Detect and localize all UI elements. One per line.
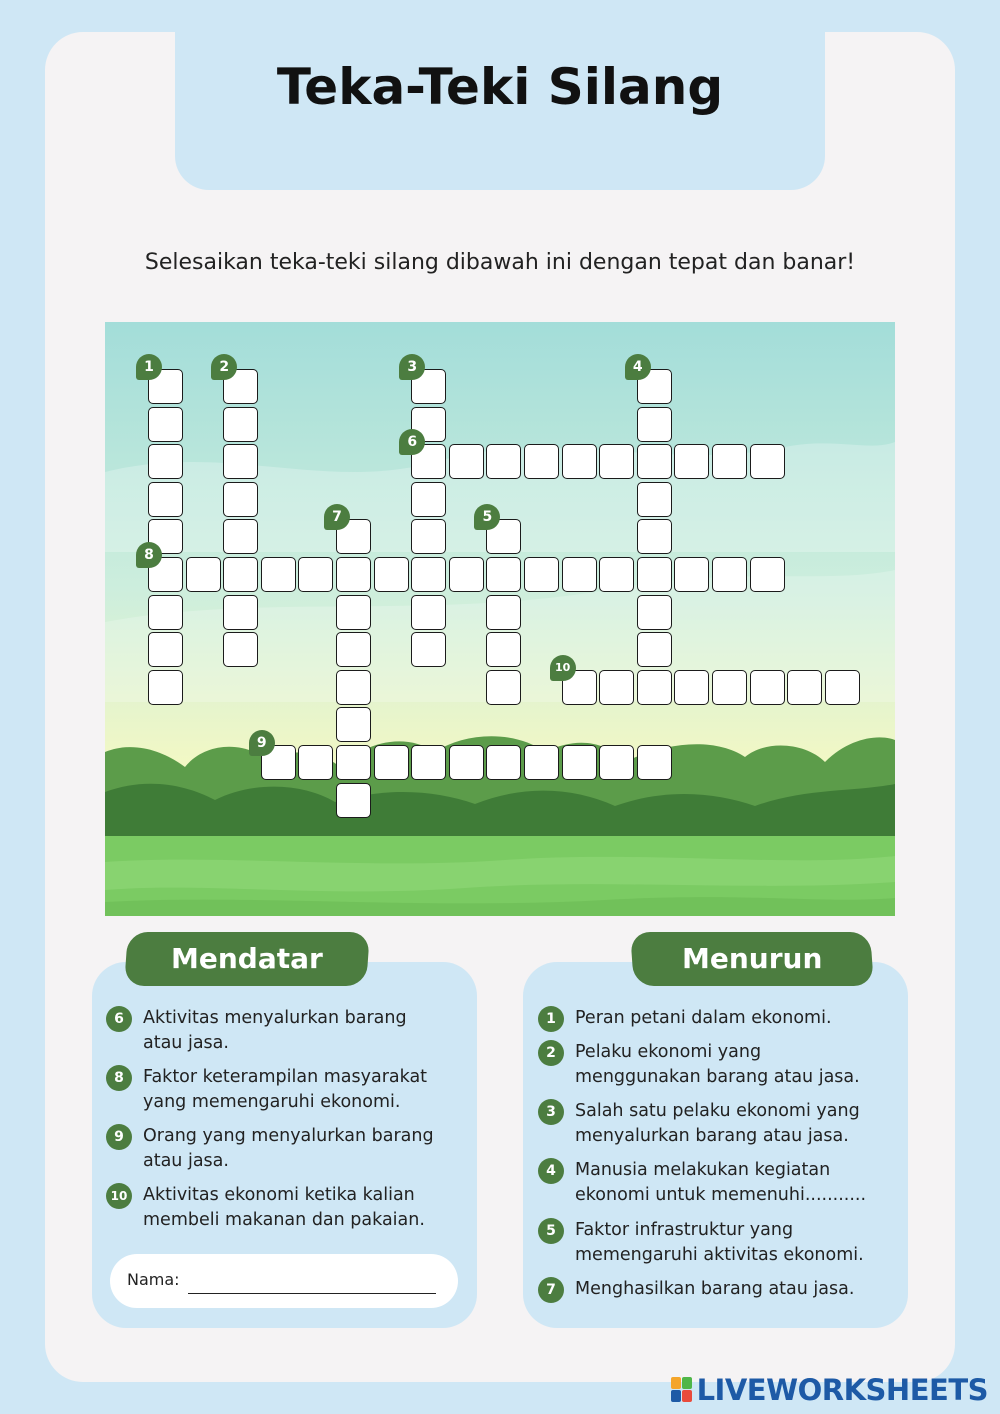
clue-across-10: 10 Aktivitas ekonomi ketika kalian membeli makanan dan pakaian. [143,1183,425,1233]
name-label: Nama: [127,1270,180,1289]
crossword-cell[interactable] [825,670,860,705]
crossword-cell[interactable] [411,557,446,592]
crossword-cell[interactable] [148,670,183,705]
crossword-cell[interactable] [411,595,446,630]
crossword-cell[interactable] [486,745,521,780]
name-input[interactable] [188,1268,440,1294]
clue-number-marker: 9 [249,730,275,756]
clue-number-marker: 1 [136,354,162,380]
crossword-cell[interactable] [148,482,183,517]
clue-number-badge: 3 [538,1099,564,1125]
crossword-cell[interactable] [637,519,672,554]
crossword-cell[interactable] [562,444,597,479]
crossword-cell[interactable] [750,670,785,705]
crossword-cell[interactable] [712,557,747,592]
crossword-cell[interactable] [223,519,258,554]
clue-number-marker: 5 [474,504,500,530]
instruction-text: Selesaikan teka-teki silang dibawah ini dengan tepat dan banar! [144,250,856,275]
crossword-cell[interactable] [148,595,183,630]
crossword-cell[interactable] [223,482,258,517]
crossword-cell[interactable] [411,482,446,517]
clue-number-marker: 7 [324,504,350,530]
crossword-cell[interactable] [223,407,258,442]
clue-down-7: 7 Menghasilkan barang atau jasa. [575,1277,854,1302]
title-banner [175,0,825,190]
clue-number-marker: 4 [625,354,651,380]
crossword-cell[interactable] [148,632,183,667]
crossword-cell[interactable] [336,595,371,630]
crossword-cell[interactable] [562,745,597,780]
crossword-cell[interactable] [148,444,183,479]
crossword-cell[interactable] [674,670,709,705]
crossword-cell[interactable] [336,632,371,667]
crossword-cell[interactable] [486,670,521,705]
crossword-cell[interactable] [750,557,785,592]
clue-across-9: 9 Orang yang menyalurkan barang atau jasa. [143,1124,434,1174]
crossword-cell[interactable] [637,595,672,630]
crossword-cell[interactable] [223,444,258,479]
clue-across-8: 8 Faktor keterampilan masyarakat yang memengaruhi ekonomi. [143,1065,427,1115]
clue-number-badge: 9 [106,1124,132,1150]
clue-number-badge: 8 [106,1065,132,1091]
crossword-cell[interactable] [336,670,371,705]
clue-down-2: 2 Pelaku ekonomi yang menggunakan barang atau jasa. [575,1040,860,1090]
crossword-cell[interactable] [712,444,747,479]
liveworksheets-logo-icon [671,1377,693,1403]
clue-number-badge: 7 [538,1277,564,1303]
crossword-cell[interactable] [298,557,333,592]
clue-number-badge: 1 [538,1006,564,1032]
crossword-cell[interactable] [486,444,521,479]
clue-across-6: 6 Aktivitas menyalurkan barang atau jasa. [143,1006,407,1056]
crossword-cell[interactable] [674,557,709,592]
clue-down-5: 5 Faktor infrastruktur yang memengaruhi aktivitas ekonomi. [575,1218,864,1268]
crossword-cell[interactable] [223,557,258,592]
crossword-cell[interactable] [637,482,672,517]
crossword-cell[interactable] [637,557,672,592]
crossword-cell[interactable] [336,707,371,742]
crossword-cell[interactable] [336,557,371,592]
crossword-cell[interactable] [449,745,484,780]
crossword-cell[interactable] [411,519,446,554]
crossword-cell[interactable] [148,407,183,442]
clue-number-marker: 8 [136,542,162,568]
crossword-cell[interactable] [336,745,371,780]
crossword-cell[interactable] [524,745,559,780]
clue-number-badge: 5 [538,1218,564,1244]
crossword-cell[interactable] [411,745,446,780]
crossword-cell[interactable] [449,557,484,592]
crossword-cell[interactable] [449,444,484,479]
clue-number-marker: 10 [550,655,576,681]
crossword-cell[interactable] [637,670,672,705]
crossword-puzzle [105,322,895,916]
crossword-cell[interactable] [223,595,258,630]
crossword-cell[interactable] [486,595,521,630]
clue-number-badge: 10 [106,1183,132,1209]
crossword-cell[interactable] [336,783,371,818]
clue-number-marker: 2 [211,354,237,380]
clue-down-3: 3 Salah satu pelaku ekonomi yang menyalurkan barang atau jasa. [575,1099,860,1149]
crossword-cell[interactable] [562,557,597,592]
crossword-cell[interactable] [599,444,634,479]
crossword-cell[interactable] [674,444,709,479]
crossword-cell[interactable] [486,632,521,667]
crossword-cell[interactable] [637,444,672,479]
crossword-cell[interactable] [261,557,296,592]
crossword-cell[interactable] [374,745,409,780]
crossword-cell[interactable] [298,745,333,780]
clue-number-badge: 2 [538,1040,564,1066]
crossword-cell[interactable] [637,632,672,667]
crossword-cell[interactable] [524,557,559,592]
clue-number-marker: 6 [399,429,425,455]
crossword-cell[interactable] [787,670,822,705]
brand-name: LIVEWORKSHEETS [696,1373,988,1407]
name-field-box [110,1254,458,1308]
crossword-cell[interactable] [637,407,672,442]
crossword-cell[interactable] [712,670,747,705]
crossword-cell[interactable] [599,670,634,705]
page-title: Teka-Teki Silang [276,58,724,116]
clue-down-4: 4 Manusia melakukan kegiatan ekonomi untuk memenuhi........... [575,1158,866,1208]
crossword-cell[interactable] [599,745,634,780]
crossword-cell[interactable] [223,632,258,667]
clue-number-badge: 6 [106,1006,132,1032]
menurun-heading: Menurun [630,932,874,986]
crossword-cell[interactable] [599,557,634,592]
clue-down-1: 1 Peran petani dalam ekonomi. [575,1006,832,1031]
crossword-cell[interactable] [637,745,672,780]
mendatar-heading: Mendatar [124,932,370,986]
liveworksheets-brand [671,1373,988,1407]
crossword-cell[interactable] [374,557,409,592]
crossword-cell[interactable] [186,557,221,592]
crossword-cell[interactable] [750,444,785,479]
clue-number-marker: 3 [399,354,425,380]
crossword-cell[interactable] [411,632,446,667]
crossword-cell[interactable] [524,444,559,479]
crossword-cell[interactable] [486,557,521,592]
clue-number-badge: 4 [538,1158,564,1184]
